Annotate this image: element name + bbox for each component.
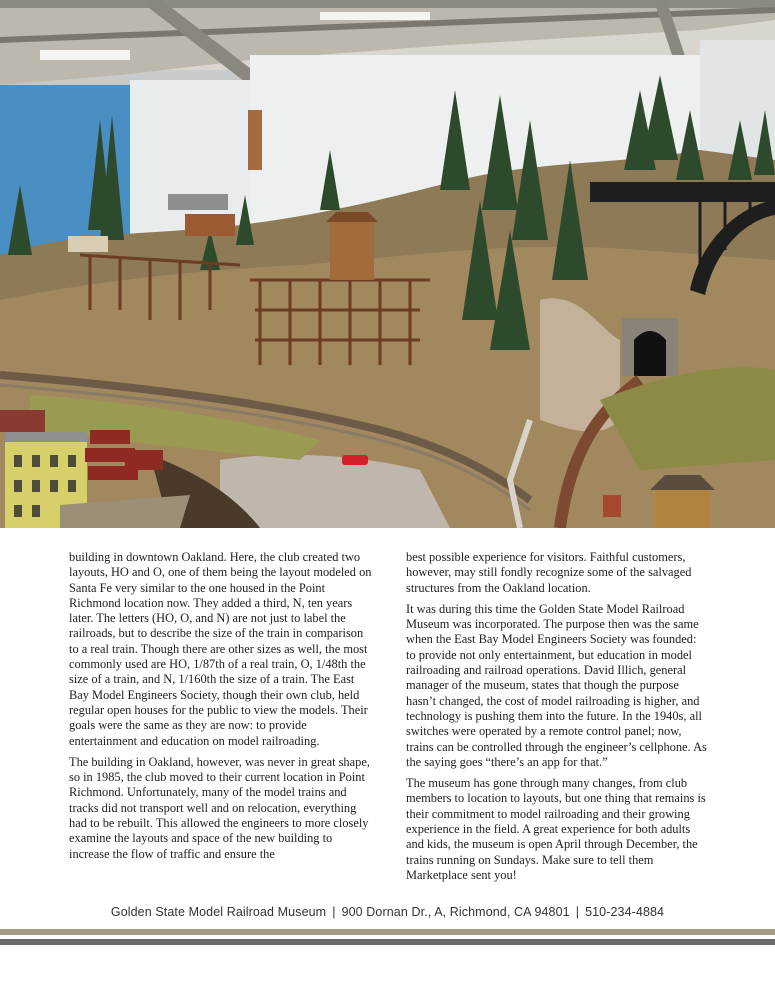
museum-phone: 510-234-4884 bbox=[585, 905, 665, 919]
footer-separator: | bbox=[332, 905, 336, 919]
museum-address: 900 Dornan Dr., A, Richmond, CA 94801 bbox=[341, 905, 570, 919]
article-paragraph: It was during this time the Golden State Model Railroad Museum was incorporated. The purpose then was the same when the East Bay Model Engineers Society was founded: to provide not only entertainment, but education in model railroading and railroad operations. David Illich, general manager of the museum, states that though the purpose hasn’t changed, the cost of model railroading is higher, and technology is pushing them into the future. In the 1940s, all switches were operated by a remote control panel; now, trains can be controlled through the engineer’s cellphone. As the saying goes “there’s an app for that.” bbox=[406, 601, 707, 769]
article-left-column bbox=[69, 550, 372, 895]
article-paragraph: best possible experience for visitors. Faithful customers, however, may still fondly recognize some of the salvaged structures from the Oakland location. bbox=[406, 550, 692, 595]
footer-contact-line bbox=[0, 905, 775, 919]
museum-name: Golden State Model Railroad Museum bbox=[110, 905, 327, 919]
article-right-column bbox=[406, 550, 709, 895]
article-body bbox=[69, 550, 709, 895]
article-paragraph: The museum has gone through many changes, from club members to location to layouts, but one thing that remains is their commitment to model railroading and their growing experience in the field. A great experience for both adults and kids, the museum is open April through December, the trains running on Sundays. Make sure to tell them Marketplace sent you! bbox=[406, 776, 706, 882]
footer-separator: | bbox=[575, 905, 580, 919]
article-paragraph: The building in Oakland, however, was never in great shape, so in 1985, the club moved to their current location in Point Richmond. Unfortunately, many of the model trains and tracks did not transport well and on relocation, everything had to be rebuilt. This allowed the engineers to more closely examine the layouts and space of the new building to increase the flow of traffic and ensure the bbox=[69, 754, 370, 861]
footer-rule-bottom bbox=[0, 939, 775, 945]
footer-rule-top bbox=[0, 929, 775, 935]
article-paragraph: building in downtown Oakland. Here, the club created two layouts, HO and O, one of them being the layout modeled on Santa Fe very similar to the one housed in the Point Richmond location now. They added a third, N, ten years later. The letters (HO, O, and N) are not just to label the railroads, but to describe the size of the train in comparison to a real train. Though there are other sizes as well, the most commonly used are HO, 1/87th of a real train, O, 1/48th the size of a train, and N, 1/160th the size of a train. The East Bay Model Engineers Society, though their own club, held regular open houses for the public to view the models. Their goals were the same as they are now: to provide entertainment and education on model railroading. bbox=[69, 550, 372, 748]
